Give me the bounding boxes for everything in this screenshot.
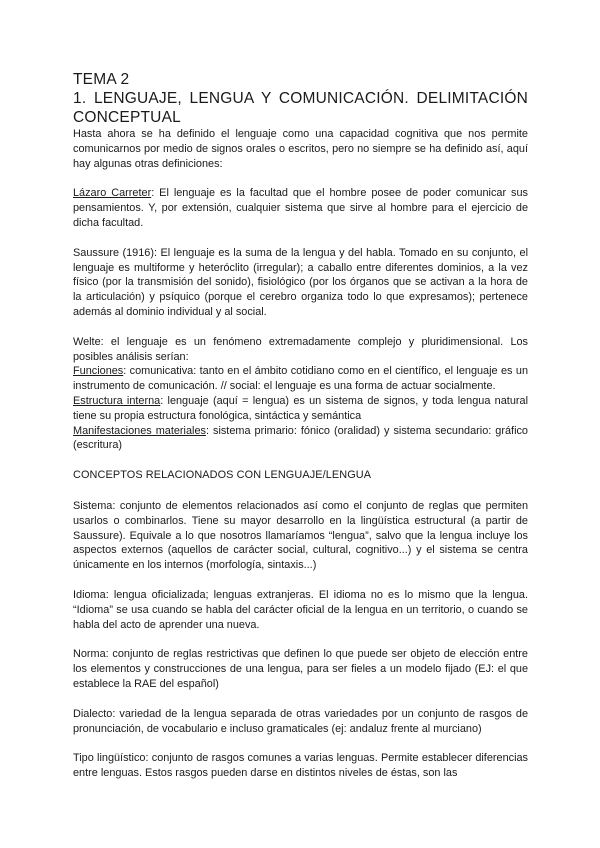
estructura-label: Estructura interna <box>73 394 161 407</box>
topic-heading: TEMA 2 <box>73 71 130 88</box>
idioma-paragraph: Idioma: lengua oficializada; lenguas extranjeras. El idioma no es lo mismo que la lengua. “Idioma” se usa cuando se habla del carácter oficial de la lengua en un territorio, o cuando se habla del acto de aprender una nueva. <box>73 588 528 631</box>
welte-intro: Welte: el lenguaje es un fenómeno extremadamente complejo y pluridimensional. Los posibles análisis serían: <box>73 335 528 363</box>
funciones-text: : comunicativa: tanto en el ámbito cotidiano como en el científico, el lenguaje es un instrumento de comunicación. // social: el lenguaje es una forma de actuar socialmente. <box>73 365 528 393</box>
concepts-section-title: CONCEPTOS RELACIONADOS CON LENGUAJE/LENGUA <box>73 469 372 482</box>
document-content <box>73 70 528 781</box>
lazaro-text: : El lenguaje es la facultad que el hombre posee de poder comunicar sus pensamientos. Y, por extensión, cualquier sistema que sirve al hombre para el ejercicio de dicha facultad. <box>73 187 528 229</box>
manifestaciones-label: Manifestaciones materiales <box>73 424 206 437</box>
section-heading: 1. LENGUAJE, LENGUA Y COMUNICACIÓN. DELIMITACIÓN CONCEPTUAL <box>73 90 528 126</box>
welte-manifestaciones <box>73 424 528 454</box>
sistema-paragraph: Sistema: conjunto de elementos relacionados así como el conjunto de reglas que permiten usarlos o combinarlos. Tiene su mayor desarrollo en la lingüística estructural (a partir de Saussure). Equivale a lo que nosotros llamaríamos “lengua”, salvo que la lengua incluye los aspectos externos (aquellos de carácter social, cultural, cognitivo...) y el sistema se centra únicamente en los internos (morfología, sintaxis...) <box>73 499 528 572</box>
funciones-label: Funciones <box>73 365 124 378</box>
manifestaciones-text: : sistema primario: fónico (oralidad) y sistema secundario: gráfico (escritura) <box>73 424 528 452</box>
lazaro-paragraph <box>73 186 528 230</box>
tipo-paragraph: Tipo lingüístico: conjunto de rasgos comunes a varias lenguas. Permite establecer diferencias entre lenguas. Estos rasgos pueden darse en distintos niveles de éstas, son las <box>73 752 528 780</box>
estructura-text: : lenguaje (aquí = lengua) es un sistema de signos, y toda lengua natural tiene su propia estructura fonológica, sintáctica y semántica <box>73 394 528 422</box>
lazaro-name: Lázaro Carreter <box>73 187 152 200</box>
saussure-paragraph: Saussure (1916): El lenguaje es la suma de la lengua y del habla. Tomado en su conjunto, el lenguaje es multiforme y heteróclito (irregular); a caballo entre diferentes dominios, a la vez físico (por la transmisión del sonido), fisiológico (por los órganos que se activan a la hora de la articulación) y psíquico (porque el cerebro organiza todo lo que expresamos); pertenece además al dominio individual y al social. <box>73 246 528 318</box>
welte-funciones <box>73 364 528 394</box>
norma-paragraph: Norma: conjunto de reglas restrictivas que definen lo que puede ser objeto de elección entre los elementos y construcciones de una lengua, para ser fieles a un modelo fijado (EJ: el que establece la RAE del español) <box>73 648 528 690</box>
intro-paragraph: Hasta ahora se ha definido el lenguaje como una capacidad cognitiva que nos permite comunicarnos por medio de signos orales o escritos, pero no siempre se ha definido así, aquí hay algunas otras definiciones: <box>73 128 528 170</box>
dialecto-paragraph: Dialecto: variedad de la lengua separada de otras variedades por un conjunto de rasgos de pronunciación, de vocabulario e incluso gramaticales (ej: andaluz frente al murciano) <box>73 707 528 735</box>
welte-estructura <box>73 394 528 424</box>
